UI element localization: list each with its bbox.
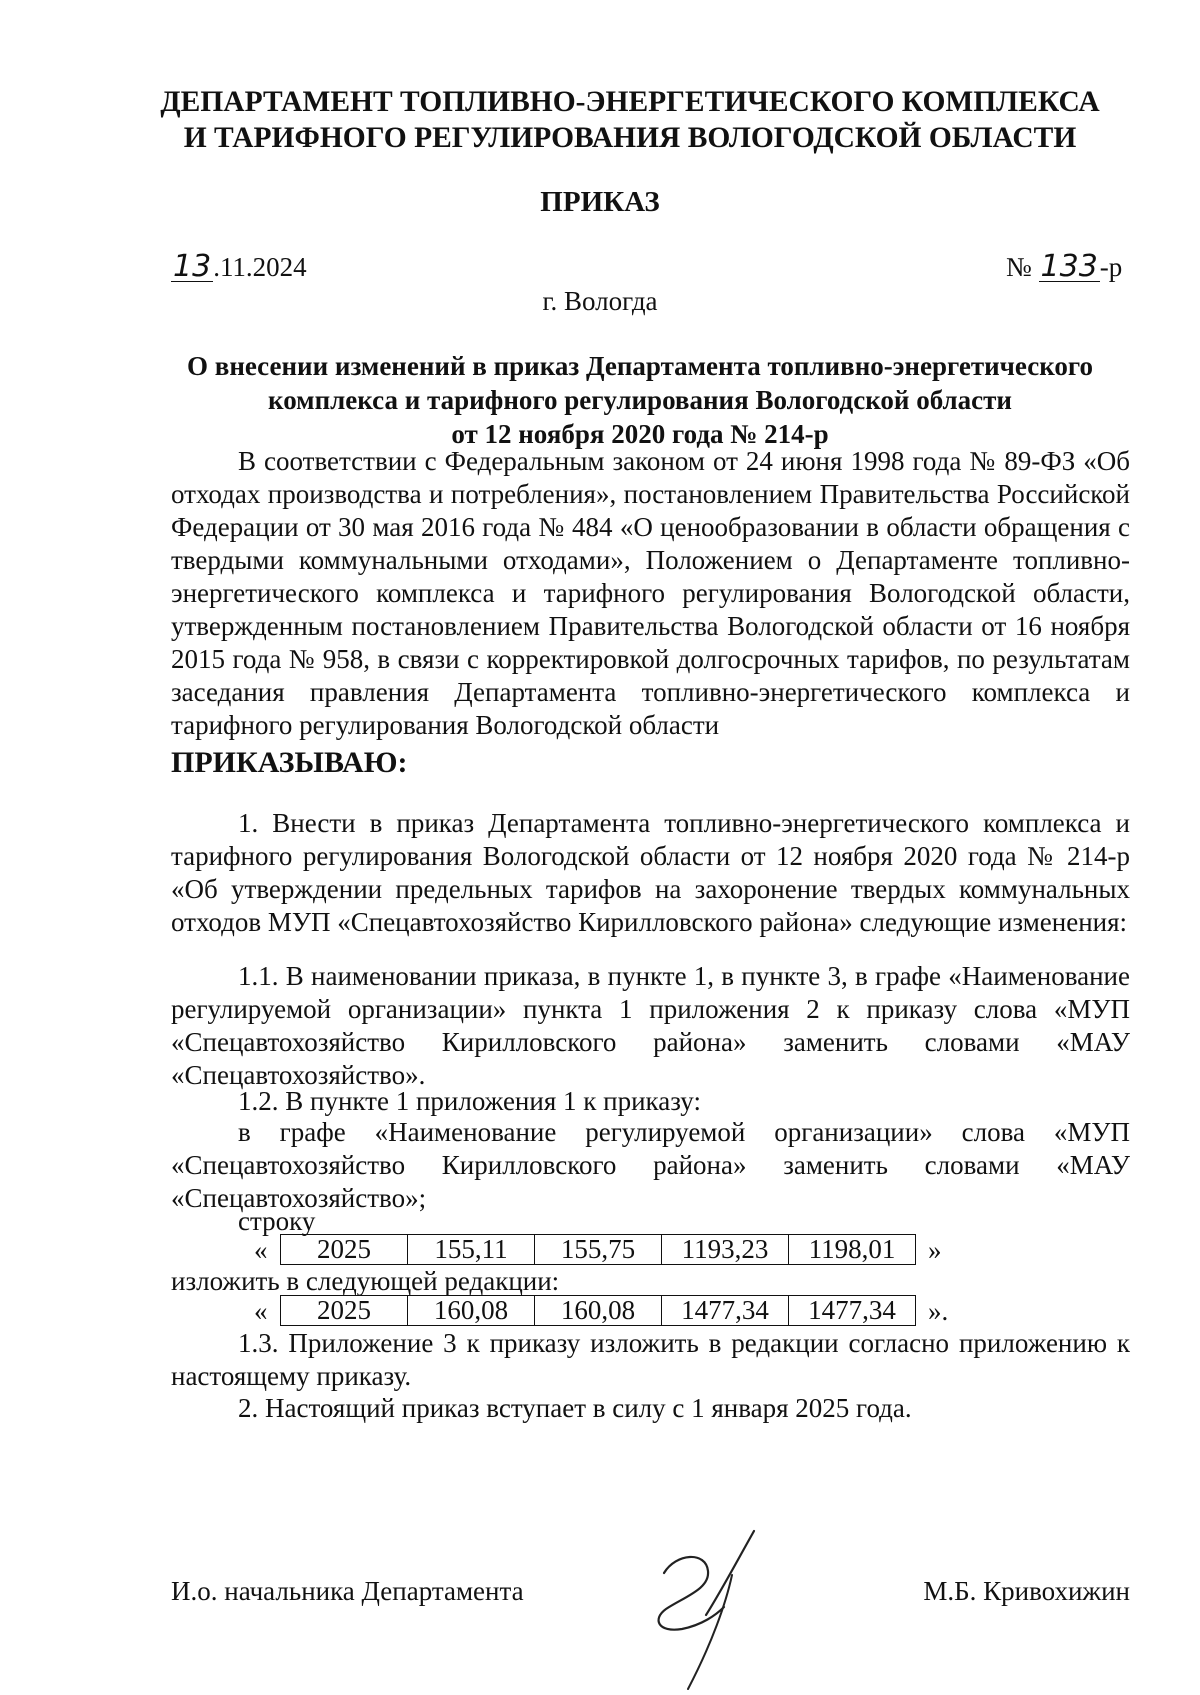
old-cell-value-2: 155,75 [535, 1235, 662, 1265]
number-sign: № [1006, 252, 1032, 282]
order-title [150, 349, 1130, 451]
replace-label: изложить в следующей редакции: [171, 1266, 560, 1296]
table-row [281, 1296, 916, 1326]
new-cell-year: 2025 [281, 1296, 408, 1326]
new-cell-value-3: 1477,34 [662, 1296, 789, 1326]
new-cell-value-2: 160,08 [535, 1296, 662, 1326]
order-date [171, 251, 307, 284]
handwritten-day: 13 [173, 249, 212, 284]
department-header [140, 84, 1120, 156]
number-suffix: -р [1099, 252, 1123, 282]
item-1-3: 1.3. Приложение 3 к приказу изложить в редакции согласно приложению к настоящему приказу. [171, 1328, 1130, 1391]
item-1-2: 1.2. В пункте 1 приложения 1 к приказу: [238, 1086, 701, 1116]
handwritten-signature [636, 1523, 776, 1693]
old-tariff-row [254, 1234, 942, 1266]
item-1: 1. Внести в приказ Департамента топливно-энергетического комплекса и тарифного регулирования Вологодской области от 12 ноября 2020 года № 214-р «Об утверждении предельных тарифов на захоронение твердых коммунальных отходов МУП «Спецавтохозяйство Кирилловского района» следующие изменения: [171, 808, 1130, 937]
signatory-name: М.Б. Кривохижин [923, 1576, 1130, 1606]
signatory-role: И.о. начальника Департамента [171, 1576, 524, 1606]
old-tariff-table [280, 1234, 916, 1265]
document-type: ПРИКАЗ [540, 186, 660, 218]
old-row-open-quote: « [254, 1235, 268, 1265]
signature-block [171, 1575, 1130, 1615]
title-line-1: О внесении изменений в приказ Департамента топливно-энергетического [186, 351, 1093, 381]
row-label: строку [238, 1206, 316, 1236]
new-row-open-quote: « [254, 1296, 268, 1326]
item-2: 2. Настоящий приказ вступает в силу с 1 января 2025 года. [238, 1393, 912, 1423]
new-cell-value-4: 1477,34 [789, 1296, 916, 1326]
order-number [1006, 251, 1122, 284]
header-line-1: ДЕПАРТАМЕНТ ТОПЛИВНО-ЭНЕРГЕТИЧЕСКОГО КОМПЛЕКСА [160, 86, 1100, 118]
new-row-close-quote: ». [928, 1296, 949, 1326]
item-1-1: 1.1. В наименовании приказа, в пункте 1, в пункте 3, в графе «Наименование регулируемой организации» пункта 1 приложения 2 к приказу слова «МУП «Спецавтохозяйство Кирилловского района» заменить словами «МАУ «Спецавтохозяйство». [171, 961, 1130, 1090]
date-rest: .11.2024 [213, 252, 307, 282]
old-cell-value-3: 1193,23 [662, 1235, 789, 1265]
new-tariff-row [254, 1295, 948, 1327]
preamble-paragraph: В соответствии с Федеральным законом от 24 июня 1998 года № 89-ФЗ «Об отходах производства и потребления», постановлением Правительства Российской Федерации от 30 мая 2016 года № 484 «О ценообразовании в области обращения с твердыми коммунальными отходами», Положением о Департаменте топливно-энергетического комплекса и тарифного регулирования Вологодской области, утвержденным постановлением Правительства Вологодской области от 16 ноября 2015 года № 958, в связи с корректировкой долгосрочных тарифов, по результатам заседания правления Департамента топливно-энергетического комплекса и тарифного регулирования Вологодской области [171, 446, 1130, 740]
item-1-2-a: в графе «Наименование регулируемой организации» слова «МУП «Спецавтохозяйство Кирилловского района» заменить словами «МАУ «Спецавтохозяйство»; [171, 1117, 1130, 1213]
handwritten-number: 133 [1040, 249, 1098, 284]
old-cell-value-4: 1198,01 [789, 1235, 916, 1265]
table-row [281, 1235, 916, 1265]
header-line-2: И ТАРИФНОГО РЕГУЛИРОВАНИЯ ВОЛОГОДСКОЙ ОБЛАСТИ [183, 122, 1077, 154]
old-cell-value-1: 155,11 [408, 1235, 535, 1265]
title-line-3: от 12 ноября 2020 года № 214-р [451, 419, 829, 449]
old-row-close-quote: » [928, 1235, 942, 1265]
city: г. Вологда [542, 286, 658, 316]
order-word: ПРИКАЗЫВАЮ: [171, 746, 408, 779]
old-cell-year: 2025 [281, 1235, 408, 1265]
title-line-2: комплекса и тарифного регулирования Вологодской области [268, 385, 1012, 415]
new-cell-value-1: 160,08 [408, 1296, 535, 1326]
new-tariff-table [280, 1295, 916, 1326]
